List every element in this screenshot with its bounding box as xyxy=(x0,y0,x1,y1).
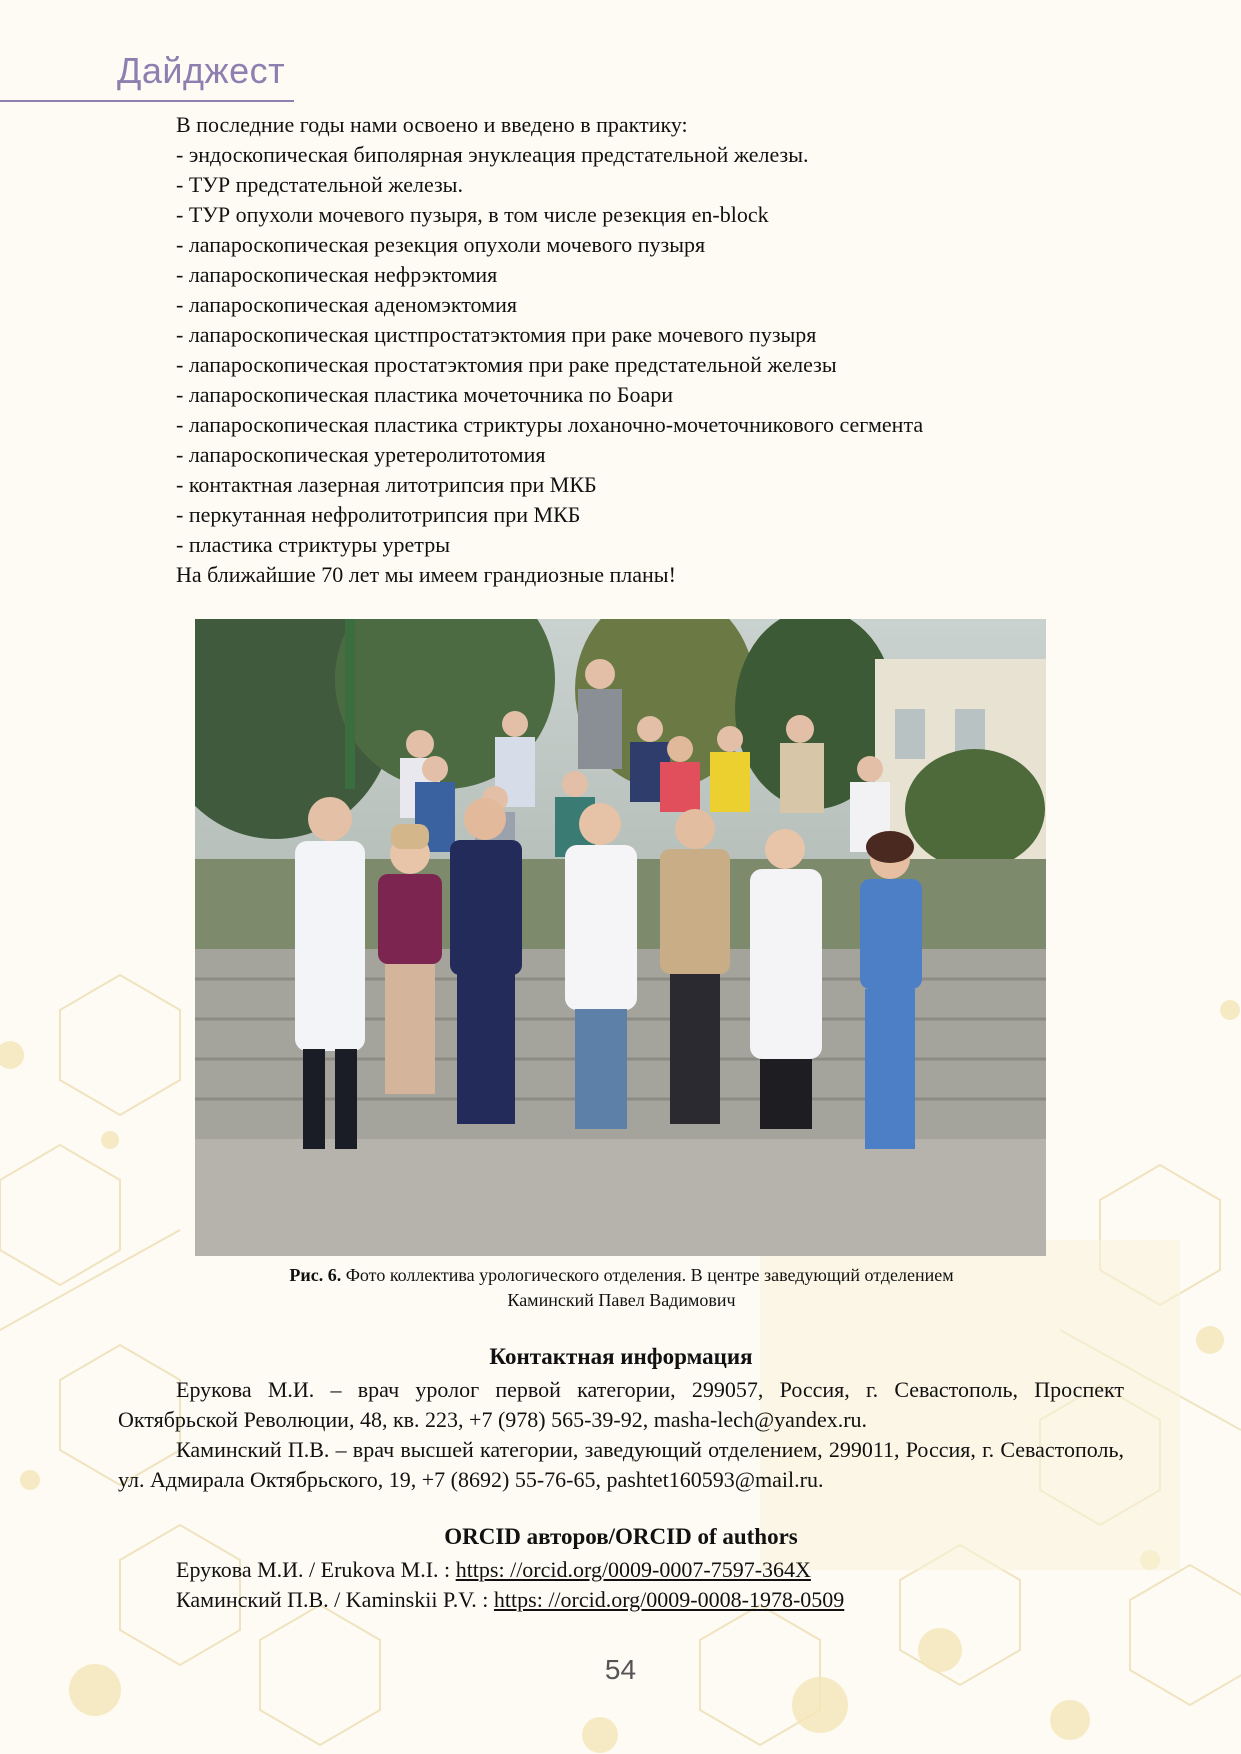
procedures-intro: В последние годы нами освоено и введено в практику: xyxy=(176,112,688,137)
orcid-link[interactable]: https: //orcid.org/0009-0007-7597-364X xyxy=(455,1557,811,1582)
figure-caption-line2: Каминский Павел Вадимович xyxy=(507,1290,736,1310)
list-item: - лапароскопическая резекция опухоли мочевого пузыря xyxy=(176,232,706,257)
list-item: - лапароскопическая простатэктомия при раке предстательной железы xyxy=(176,352,837,377)
orcid-list xyxy=(176,1555,844,1615)
team-photo-illustration xyxy=(195,619,1046,1256)
orcid-author-name: Каминский П.В. / Kaminskii P.V. : xyxy=(176,1587,494,1612)
figure-caption-line1: Фото коллектива урологического отделения. В центре заведующий отделением xyxy=(345,1265,954,1285)
list-item: - лапароскопическая пластика мочеточника по Боари xyxy=(176,382,674,407)
orcid-heading: ORCID авторов/ORCID of authors xyxy=(444,1524,798,1549)
list-item: - контактная лазерная литотрипсия при МКБ xyxy=(176,472,597,497)
orcid-entry xyxy=(176,1555,844,1585)
list-item: - лапароскопическая пластика стриктуры лоханочно-мочеточникового сегмента xyxy=(176,412,924,437)
list-item: - ТУР предстательной железы. xyxy=(176,172,463,197)
page-number: 54 xyxy=(604,1654,637,1685)
list-item: - лапароскопическая нефрэктомия xyxy=(176,262,498,287)
list-item: - перкутанная нефролитотрипсия при МКБ xyxy=(176,502,581,527)
team-photo xyxy=(195,619,1046,1256)
procedures-list xyxy=(176,110,1126,590)
orcid-entry xyxy=(176,1585,844,1615)
list-item: - пластика стриктуры уретры xyxy=(176,532,450,557)
orcid-link[interactable]: https: //orcid.org/0009-0008-1978-0509 xyxy=(493,1587,845,1612)
contacts-heading: Контактная информация xyxy=(489,1344,753,1369)
figure-caption xyxy=(176,1263,1067,1313)
list-item: - ТУР опухоли мочевого пузыря, в том числе резекция en-block xyxy=(176,202,769,227)
list-item: - лапароскопическая аденомэктомия xyxy=(176,292,517,317)
list-item: - эндоскопическая биполярная энуклеация предстательной железы. xyxy=(176,142,809,167)
contacts-block xyxy=(118,1375,1124,1495)
figure-label: Рис. 6. xyxy=(289,1265,342,1285)
list-item: - лапароскопическая уретеролитотомия xyxy=(176,442,546,467)
contact-entry: Каминский П.В. – врач высшей категории, заведующий отделением, 299011, Россия, г. Севастополь, ул. Адмирала Октябрьского, 19, +7 (8692) 55-76-65, pashtet160593@mail.ru. xyxy=(118,1437,1124,1492)
list-item: - лапароскопическая цистпростатэктомия при раке мочевого пузыря xyxy=(176,322,817,347)
contact-entry: Ерукова М.И. – врач уролог первой категории, 299057, Россия, г. Севастополь, Проспект Октябрьской Революции, 48, кв. 223, +7 (978) 565-39-92, masha-lech@yandex.ru. xyxy=(118,1377,1124,1432)
orcid-author-name: Ерукова М.И. / Erukova M.I. : xyxy=(176,1557,456,1582)
header-divider xyxy=(0,100,294,102)
section-title: Дайджест xyxy=(117,50,286,91)
procedures-closing: На ближайшие 70 лет мы имеем грандиозные планы! xyxy=(176,562,676,587)
